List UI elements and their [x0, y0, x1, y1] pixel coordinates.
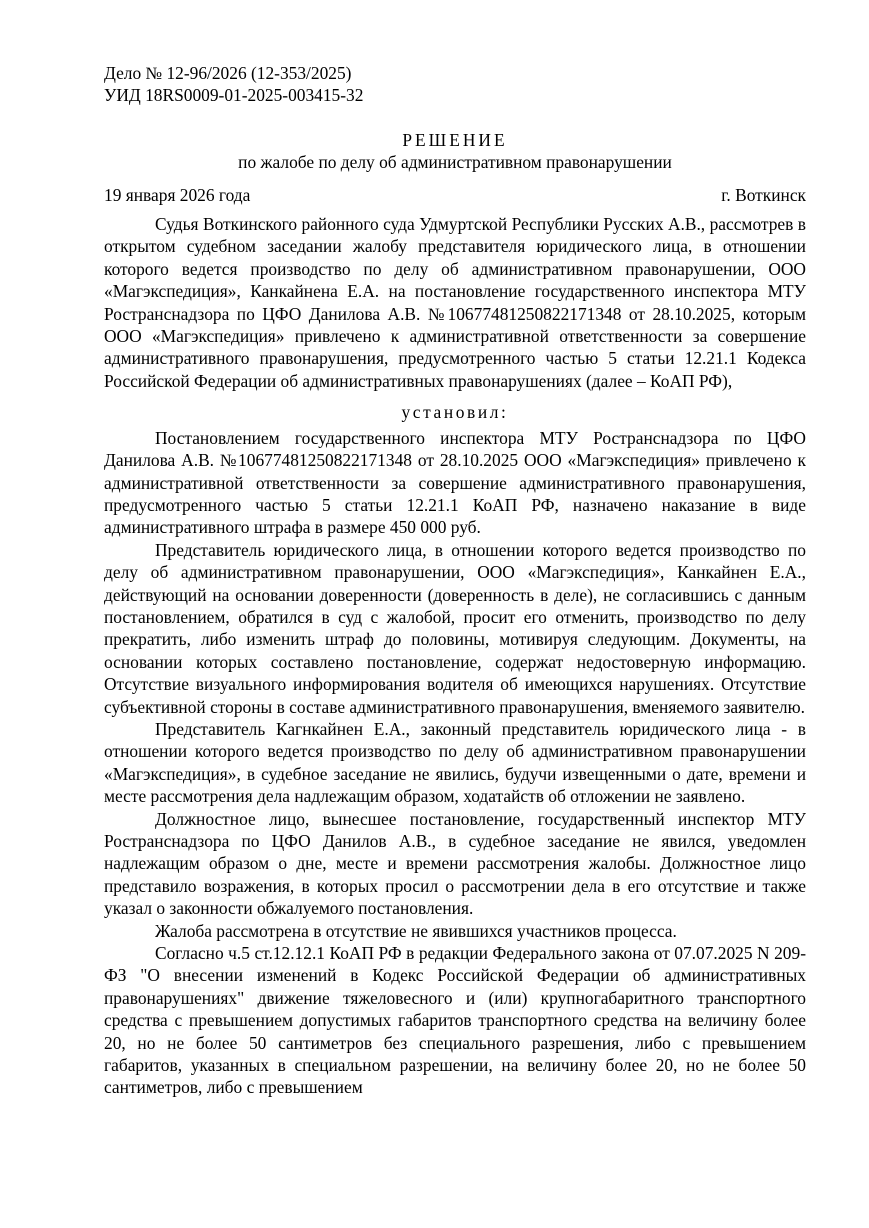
document-title: РЕШЕНИЕ: [402, 129, 508, 150]
case-uid: УИД 18RS0009-01-2025-003415-32: [104, 85, 364, 106]
document-subtitle: по жалобе по делу об административном правонарушении: [238, 152, 672, 173]
body-paragraph-1: Постановлением государственного инспектора МТУ Ространснадзора по ЦФО Данилова А.В. №10677481250822171348 от 28.10.2025 ООО «Магэкспедиция» привлечено к административной ответственности за совершение административного правонарушения, предусмотренного частью 5 статьи 12.21.1 КоАП РФ, назначено наказание в виде административного штрафа в размере 450 000 руб.: [104, 427, 806, 538]
date-place-row: [104, 184, 806, 206]
case-number: Дело № 12-96/2026 (12-353/2025): [104, 63, 352, 83]
document-body: [104, 62, 806, 1099]
decision-place: г. Воткинск: [721, 184, 806, 205]
ustanovil-heading: установил:: [401, 402, 509, 423]
body-paragraph-5: Жалоба рассмотрена в отсутствие не явившихся участников процесса.: [155, 920, 677, 941]
intro-paragraph: Судья Воткинского районного суда Удмуртской Республики Русских А.В., рассмотрев в открытом судебном заседании жалобу представителя юридического лица, в отношении которого ведется производство по делу об административном правонарушении, ООО «Магэкспедиция», Канкайнена Е.А. на постановление государственного инспектора МТУ Ространснадзора по ЦФО Данилова А.В. №10677481250822171348 от 28.10.2025, которым ООО «Магэкспедиция» привлечено к административной ответственности за совершение административного правонарушения, предусмотренного частью 5 статьи 12.21.1 Кодекса Российской Федерации об административных правонарушениях (далее – КоАП РФ),: [104, 214, 806, 391]
body-paragraph-3: Представитель Кагнкайнен Е.А., законный представитель юридического лица - в отношении которого ведется производство по делу об административном правонарушении «Магэкспедиция», в судебное заседание не явились, будучи извещенными о дате, времени и месте рассмотрения дела надлежащим образом, ходатайств об отложении не заявлено.: [104, 718, 806, 807]
body-paragraph-2: Представитель юридического лица, в отношении которого ведется производство по делу об административном правонарушении, ООО «Магэкспедиция», Канкайнен Е.А., действующий на основании доверенности (доверенность в деле), не согласившись с данным постановлением, обратился в суд с жалобой, просит его отменить, производство по делу прекратить, либо изменить штраф до половины, мотивируя следующим. Документы, на основании которых составлено постановление, содержат недостоверную информацию. Отсутствие визуального информирования водителя об имеющихся нарушениях. Отсутствие субъективной стороны в составе административного правонарушения, вменяемого заявителю.: [104, 539, 806, 717]
body-paragraph-4: Должностное лицо, вынесшее постановление, государственный инспектор МТУ Ространснадзора по ЦФО Данилов А.В., в судебное заседание не явился, уведомлен надлежащим образом о дне, месте и времени рассмотрения жалобы. Должностное лицо представило возражения, в которых просил о рассмотрении дела в его отсутствие и также указал о законности обжалуемого постановления.: [104, 808, 806, 919]
body-paragraph-6: Согласно ч.5 ст.12.12.1 КоАП РФ в редакции Федерального закона от 07.07.2025 N 209-ФЗ "О внесении изменений в Кодекс Российской Федерации об административных правонарушениях" движение тяжеловесного и (или) крупногабаритного транспортного средства с превышением допустимых габаритов транспортного средства на величину более 20, но не более 50 сантиметров без специального разрешения, либо с превышением габаритов, указанных в специальном разрешении, на величину более 20, но не более 50 сантиметров, либо с превышением: [104, 943, 806, 1098]
decision-date: 19 января 2026 года: [104, 184, 251, 205]
